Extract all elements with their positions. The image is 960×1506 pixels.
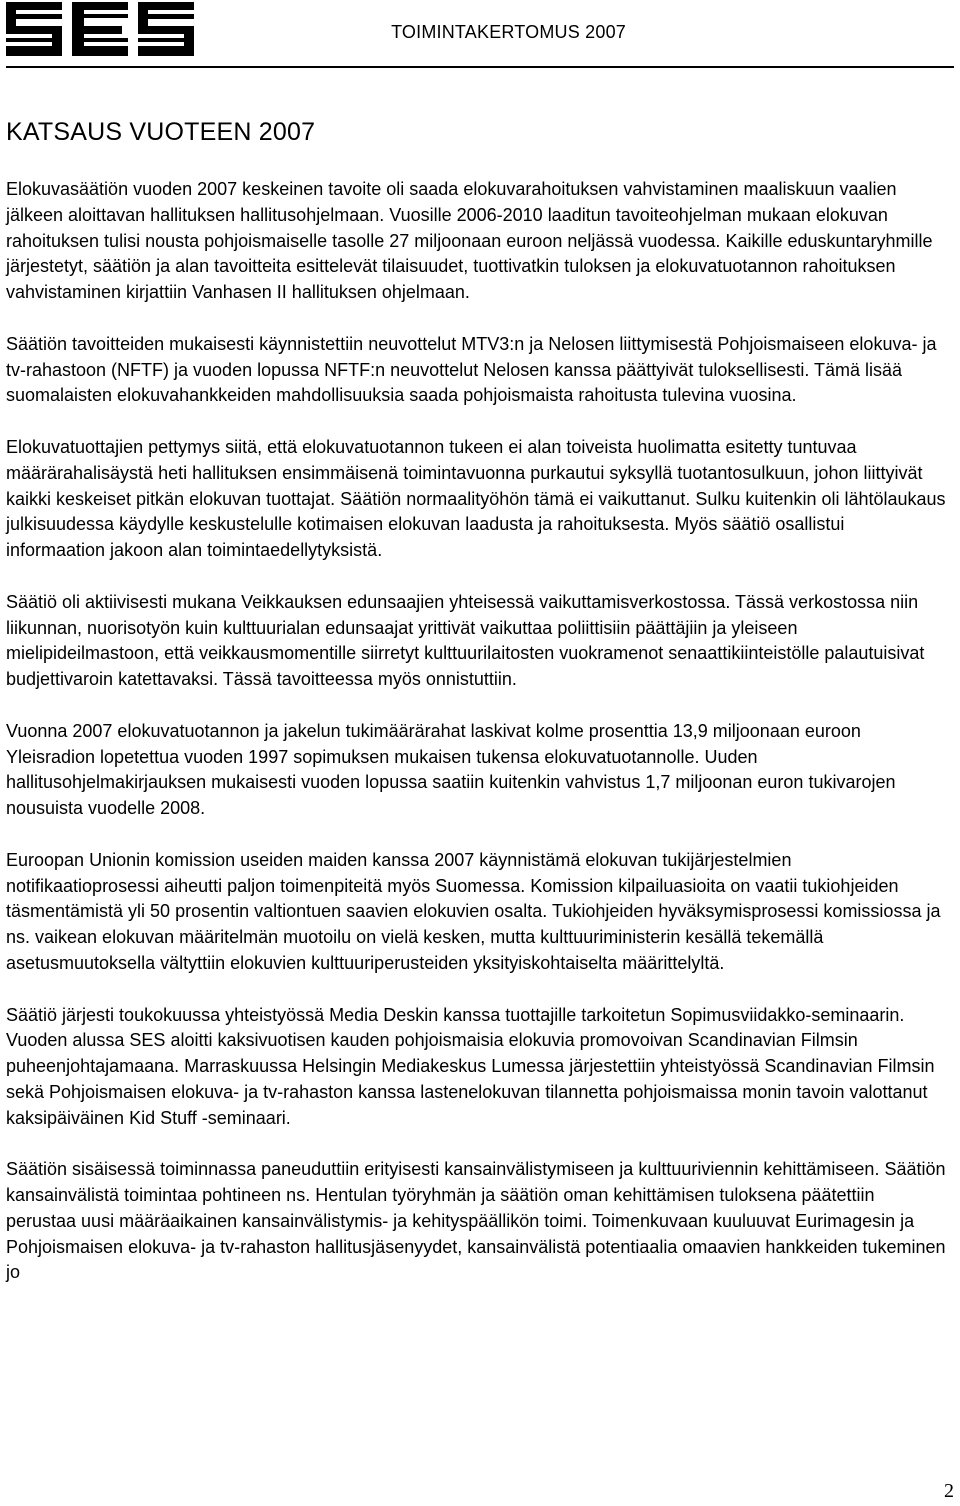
paragraph-6: Euroopan Unionin komission useiden maiden kanssa 2007 käynnistämä elokuvan tukijärjestelmien notifikaatioprosessi aiheutti paljon toimenpiteitä myös Suomessa. Komission kilpailuasioita on vaatii tukiohjeiden täsmentämistä yli 50 prosentin valtiontuen saavien elokuvien osalta. Tukiohjeiden hyväksymisprosessi komissiossa ja ns. vaikean elokuvan määritelmän muotoilu on vielä kesken, mutta kulttuuriministerin kesällä tekemällä asetusmuutoksella vältyttiin elokuvien kulttuuriperusteiden yksityiskohtaiselta määrittelyltä. (6, 849, 941, 973)
document-header-title: TOIMINTAKERTOMUS 2007 (391, 22, 626, 42)
ses-logo (6, 2, 196, 60)
document-body (6, 118, 946, 1286)
document-title: KATSAUS VUOTEEN 2007 (6, 118, 316, 146)
paragraph-1: Elokuvasäätiön vuoden 2007 keskeinen tavoite oli saada elokuvarahoituksen vahvistaminen maaliskuun vaalien jälkeen aloittavan hallituksen hallitusohjelmaan. Vuosille 2006-2010 laaditun tavoiteohjelman mukaan elokuvan rahoituksen tulisi nousta pohjoismaiselle tasolle 27 miljoonaan euroon neljässä vuodessa. Kaikille eduskuntaryhmille järjestetyt, säätiön ja alan tavoitteita esittelevät tilaisuudet, tuottivatkin tuloksen ja elokuvatuotannon rahoituksen vahvistaminen kirjattiin Vanhasen II hallituksen ohjelmaan. (6, 179, 933, 303)
paragraph-4: Säätiö oli aktiivisesti mukana Veikkauksen edunsaajien yhteisessä vaikuttamisverkostossa. Tässä verkostossa niin liikunnan, nuorisotyön kuin kulttuurialan edunsaajat yrittivät vaikuttaa poliittisiin päättäjiin ja yleiseen mielipideilmastoon, että veikkausmomentille siirretyt kulttuurilaitosten vuokramenot senaattikiinteistölle palautuisivat budjettivaroin katettavaksi. Tässä tavoitteessa myös onnistuttiin. (6, 591, 925, 690)
paragraph-5: Vuonna 2007 elokuvatuotannon ja jakelun tukimäärärahat laskivat kolme prosenttia 13,9 miljoonaan euroon Yleisradion lopetettua vuoden 1997 sopimuksen mukaisen tukensa elokuvatuotannolle. Uuden hallitusohjelmakirjauksen mukaisesti vuoden lopussa saatiin kuitenkin vahvistus 1,7 miljoonan euron tukivarojen nousuista vuodelle 2008. (6, 720, 896, 819)
paragraph-7: Säätiö järjesti toukokuussa yhteistyössä Media Deskin kanssa tuottajille tarkoitetun Sopimusviidakko-seminaarin. Vuoden alussa SES aloitti kaksivuotisen kauden pohjoismaisia elokuvia promovoivan Scandinavian Filmsin puheenjohtajamaana. Marraskuussa Helsingin Mediakeskus Lumessa järjestettiin yhteistyössä Scandinavian Filmsin sekä Pohjoismaisen elokuva- ja tv-rahaston kanssa lastenelokuvan tilannetta pohjoismaissa monin tavoin valottanut kaksipäiväinen Kid Stuff -seminaari. (6, 1004, 935, 1128)
page-number: 2 (944, 1480, 954, 1502)
paragraph-8: Säätiön sisäisessä toiminnassa paneuduttiin erityisesti kansainvälistymiseen ja kulttuuriviennin kehittämiseen. Säätiön kansainvälistä toimintaa pohtineen ns. Hentulan työryhmän ja säätiön oman kehittämisen tuloksena päätettiin perustaa uusi määräaikainen kansainvälistymis- ja kehityspäällikön toimi. Toimenkuvaan kuuluuvat Eurimagesin ja Pohjoismaisen elokuva- ja tv-rahaston hallitusjäsenyydet, kansainvälistä potentiaalia omaavien hankkeiden tukeminen jo (6, 1159, 946, 1283)
paragraph-3: Elokuvatuottajien pettymys siitä, että elokuvatuotannon tukeen ei alan toiveista huolimatta esitetty tuntuvaa määrärahalisäystä heti hallituksen ensimmäisenä toimintavuonna purkautui syksyllä tuotantosulkuun, johon liittyivät kaikki keskeiset pitkän elokuvan tuottajat. Säätiön normaalityöhön tämä ei vaikuttanut. Sulku kuitenkin oli lähtölaukaus julkisuudessa käydylle keskustelulle kotimaisen elokuvan laadusta ja rahoituksesta. Myös säätiö osallistui informaation jakoon alan toimintaedellytyksistä. (6, 436, 946, 561)
header-divider (6, 66, 954, 68)
ses-logo-graphic (6, 2, 196, 60)
paragraph-2: Säätiön tavoitteiden mukaisesti käynnistettiin neuvottelut MTV3:n ja Nelosen liittymisestä Pohjoismaiseen elokuva- ja tv-rahastoon (NFTF) ja vuoden lopussa NFTF:n neuvottelut Nelosen kanssa päättyivät tuloksellisesti. Tämä lisää suomalaisten elokuvahankkeiden mahdollisuuksia saada pohjoismaista rahoitusta tulevina vuosina. (6, 333, 937, 406)
